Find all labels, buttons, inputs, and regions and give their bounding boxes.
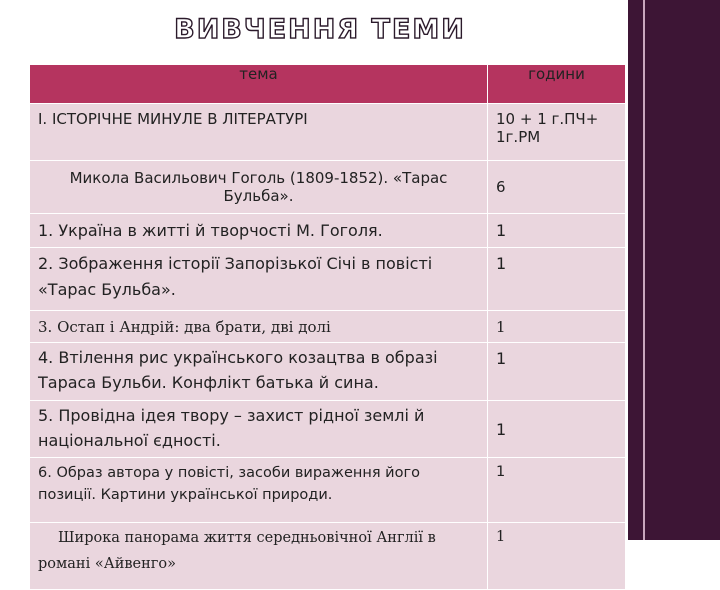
row-hours: 1 <box>488 401 626 458</box>
row-topic: 2. Зображення історії Запорізької Січі в повісті «Тарас Бульба». <box>30 248 488 311</box>
row-hours: 1 <box>488 311 626 343</box>
header-hours: години <box>488 65 626 104</box>
row-hours: 1 <box>488 248 626 311</box>
row-topic: Широка панорама життя середньовічної Англії в романі «Айвенго» <box>30 523 488 590</box>
decorative-side-line <box>643 0 645 540</box>
row-hours: 1 <box>488 523 626 590</box>
table-row <box>30 458 626 523</box>
table-row <box>30 214 626 248</box>
row-topic: 5. Провідна ідея твору – захист рідної землі й національної єдності. <box>30 401 488 458</box>
table-row <box>30 161 626 214</box>
decorative-side-band <box>628 0 720 540</box>
table-row <box>30 248 626 311</box>
row-hours: 10 + 1 г.ПЧ+ 1г.РМ <box>488 104 626 161</box>
table-row <box>30 343 626 401</box>
row-topic: 6. Образ автора у повісті, засоби вираження його позиції. Картини української природи. <box>30 458 488 523</box>
page-title: ВИВЧЕННЯ ТЕМИ <box>174 14 466 45</box>
row-hours: 6 <box>488 161 626 214</box>
header-topic: тема <box>30 65 488 104</box>
row-hours: 1 <box>488 343 626 401</box>
row-topic: 1. Україна в житті й творчості М. Гоголя. <box>30 214 488 248</box>
row-topic: 4. Втілення рис українського козацтва в образі Тараса Бульби. Конфлікт батька й сина. <box>30 343 488 401</box>
table-row <box>30 401 626 458</box>
table-row <box>30 311 626 343</box>
row-topic: 3. Остап і Андрій: два брати, дві долі <box>30 311 488 343</box>
table-row <box>30 523 626 590</box>
topics-table <box>29 64 626 590</box>
table-row <box>30 104 626 161</box>
row-topic: І. ІСТОРІЧНЕ МИНУЛЕ В ЛІТЕРАТУРІ <box>30 104 488 161</box>
row-hours: 1 <box>488 214 626 248</box>
table-header-row <box>30 65 626 104</box>
row-hours: 1 <box>488 458 626 523</box>
row-topic: Микола Васильович Гоголь (1809-1852). «Тарас Бульба». <box>30 161 488 214</box>
